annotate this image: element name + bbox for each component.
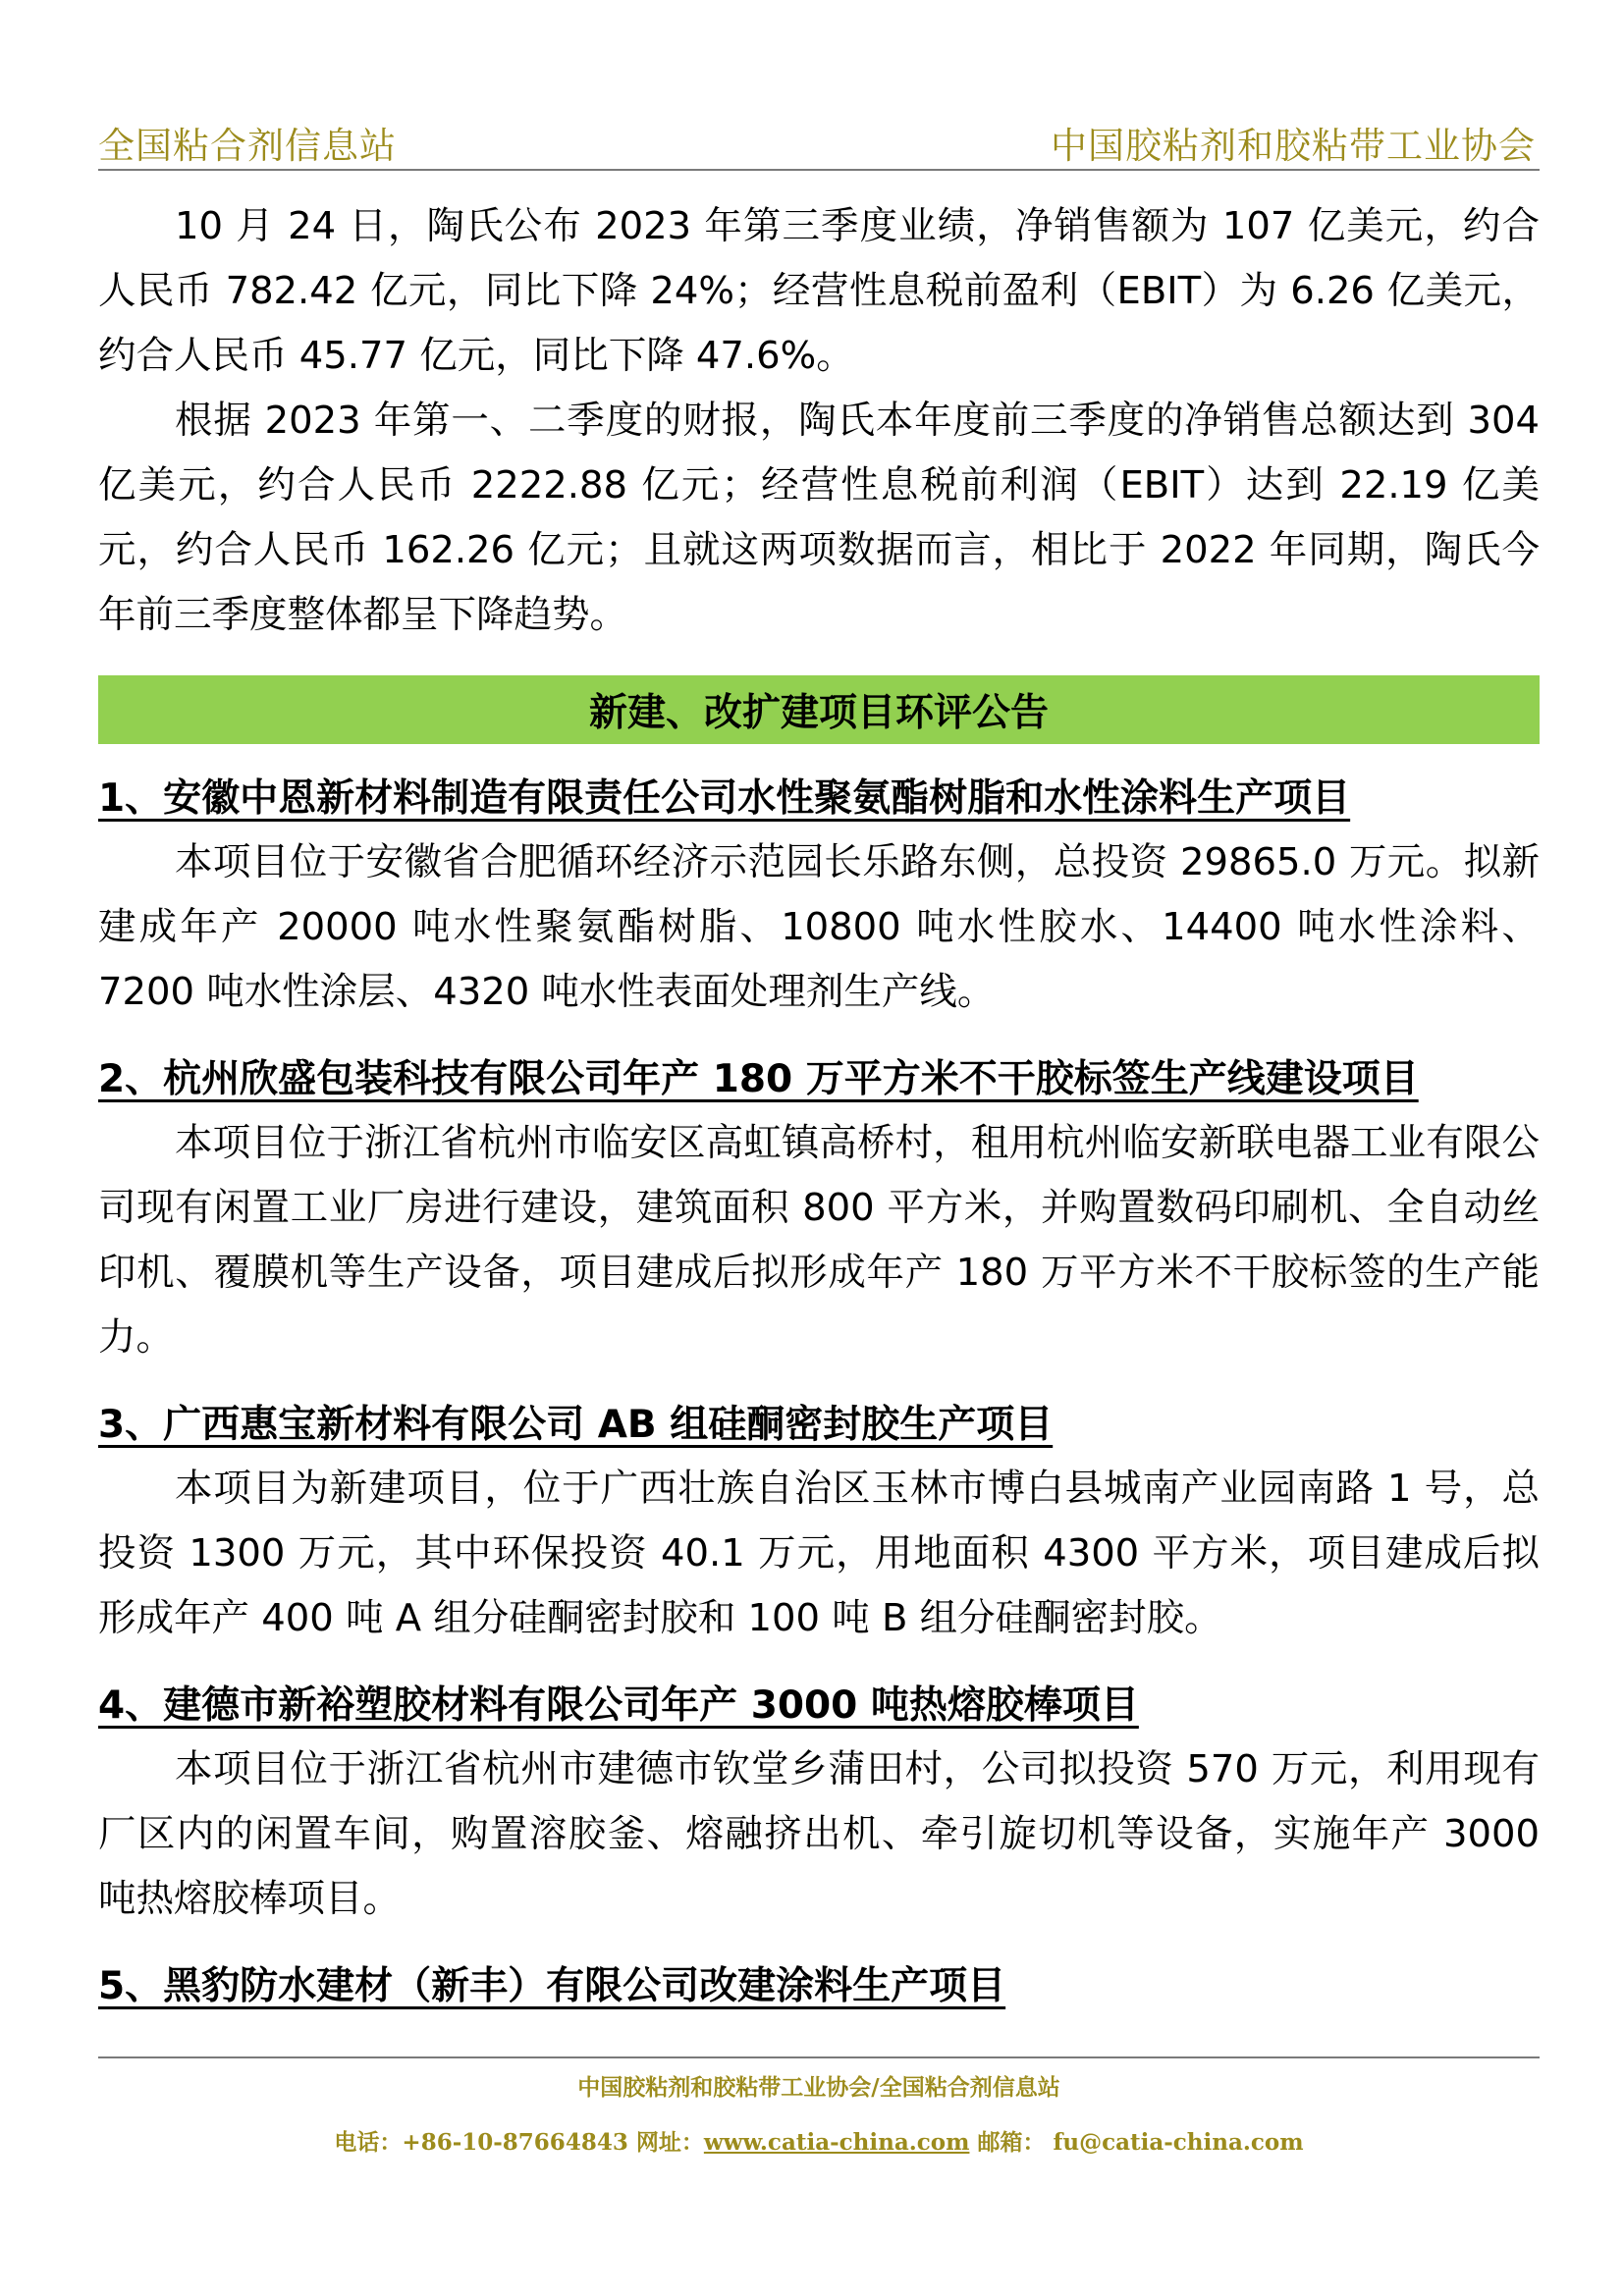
project-body-1: 本项目位于安徽省合肥循环经济示范园长乐路东侧，总投资 29865.0 万元。拟新建成年产 20000 吨水性聚氨酯树脂、10800 吨水性胶水、14400 吨水性涂料、7200 吨水性涂层、4320 吨水性表面处理剂生产线。 <box>98 840 1540 1014</box>
project-item-3 <box>98 1376 1540 1651</box>
intro-paragraph-1: 10 月 24 日，陶氏公布 2023 年第三季度业绩，净销售额为 107 亿美元，约合人民币 782.42 亿元，同比下降 24%；经营性息税前盈利（EBIT）为 6.26 亿美元，约合人民币 45.77 亿元，同比下降 47.6%。 <box>98 204 1540 378</box>
footer-website-link[interactable]: www.catia-china.com <box>703 2129 970 2156</box>
project-item-1 <box>98 750 1540 1025</box>
intro-paragraph-2: 根据 2023 年第一、二季度的财报，陶氏本年度前三季度的净销售总额达到 304 亿美元，约合人民币 2222.88 亿元；经营性息税前利润（EBIT）达到 22.19 亿美元，约合人民币 162.26 亿元；且就这两项数据而言，相比于 2022 年同期，陶氏今年前三季度整体都呈下降趋势。 <box>98 399 1540 637</box>
project-item-2 <box>98 1031 1540 1370</box>
project-title-5: 5、黑豹防水建材（新丰）有限公司改建涂料生产项目 <box>98 1964 1006 2008</box>
footer-email[interactable]: fu@catia-china.com <box>1053 2129 1304 2156</box>
project-body-4: 本项目位于浙江省杭州市建德市钦堂乡蒲田村，公司拟投资 570 万元，利用现有厂区内的闲置车间，购置溶胶釜、熔融挤出机、牵引旋切机等设备，实施年产 3000 吨热熔胶棒项目。 <box>98 1747 1540 1921</box>
footer-tel: 电话：+86-10-87664843 网址： <box>334 2129 704 2156</box>
header-site-name: 全国粘合剂信息站 <box>98 125 397 167</box>
project-body-3: 本项目为新建项目，位于广西壮族自治区玉林市博白县城南产业园南路 1 号，总投资 1300 万元，其中环保投资 40.1 万元，用地面积 4300 平方米，项目建成后拟形成年产 400 吨 A 组分硅酮密封胶和 100 吨 B 组分硅酮密封胶。 <box>98 1467 1540 1640</box>
project-title-1: 1、安徽中恩新材料制造有限责任公司水性聚氨酯树脂和水性涂料生产项目 <box>98 776 1351 821</box>
project-item-4 <box>98 1657 1540 1932</box>
project-body-2: 本项目位于浙江省杭州市临安区高虹镇高桥村，租用杭州临安新联电器工业有限公司现有闲置工业厂房进行建设，建筑面积 800 平方米，并购置数码印刷机、全自动丝印机、覆膜机等生产设备，项目建成后拟形成年产 180 万平方米不干胶标签的生产能力。 <box>98 1121 1540 1360</box>
section-banner <box>98 675 1540 744</box>
project-title-4: 4、建德市新裕塑胶材料有限公司年产 3000 吨热熔胶棒项目 <box>98 1683 1139 1728</box>
footer-organizations: 中国胶粘剂和胶粘带工业协会/全国粘合剂信息站 <box>577 2074 1060 2101</box>
header-association-name: 中国胶粘剂和胶粘带工业协会 <box>1051 125 1536 167</box>
page-content <box>98 194 1540 2018</box>
page-header <box>98 112 1540 171</box>
project-title-3: 3、广西惠宝新材料有限公司 AB 组硅酮密封胶生产项目 <box>98 1403 1054 1447</box>
footer-contact <box>98 2123 1540 2163</box>
project-title-2: 2、杭州欣盛包装科技有限公司年产 180 万平方米不干胶标签生产线建设项目 <box>98 1057 1419 1101</box>
page-footer <box>98 2056 1540 2163</box>
project-item-5 <box>98 1938 1540 2018</box>
footer-email-label: 邮箱： <box>969 2129 1054 2156</box>
section-title: 新建、改扩建项目环评公告 <box>588 691 1049 735</box>
